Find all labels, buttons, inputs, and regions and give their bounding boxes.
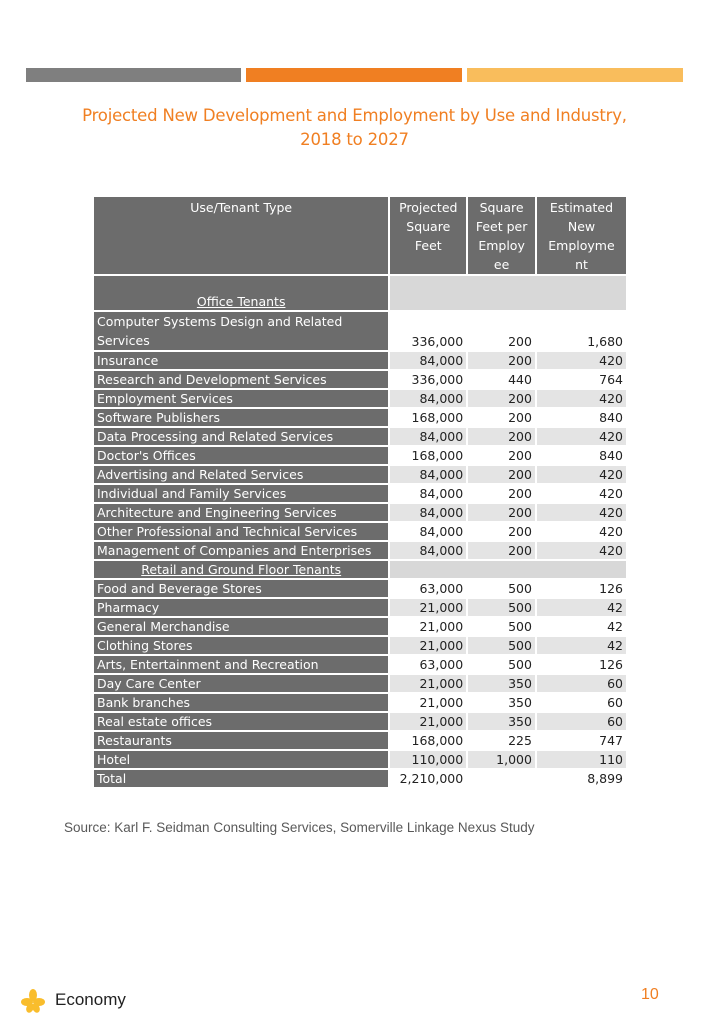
table-row <box>94 675 626 692</box>
row-label: Pharmacy <box>94 599 388 616</box>
row-sqft-per-employee: 200 <box>468 428 535 445</box>
row-estimated-employment: 420 <box>537 390 626 407</box>
row-sqft-per-employee: 350 <box>468 713 535 730</box>
table-row <box>94 485 626 502</box>
row-estimated-employment: 420 <box>537 466 626 483</box>
col-header-use-type: Use/Tenant Type <box>94 197 388 274</box>
row-estimated-employment: 42 <box>537 599 626 616</box>
row-projected-sqft: 21,000 <box>390 713 466 730</box>
row-label: Architecture and Engineering Services <box>94 504 388 521</box>
row-label: Data Processing and Related Services <box>94 428 388 445</box>
row-label: Day Care Center <box>94 675 388 692</box>
row-projected-sqft: 168,000 <box>390 409 466 426</box>
row-projected-sqft: 84,000 <box>390 504 466 521</box>
row-estimated-employment: 60 <box>537 675 626 692</box>
table-row <box>94 371 626 388</box>
table-row <box>94 409 626 426</box>
table-row <box>94 618 626 635</box>
row-sqft-per-employee: 500 <box>468 580 535 597</box>
section-row-office <box>94 276 626 310</box>
row-label: Research and Development Services <box>94 371 388 388</box>
row-sqft-per-employee: 1,000 <box>468 751 535 768</box>
table-row <box>94 466 626 483</box>
table-body <box>94 276 626 787</box>
row-estimated-employment: 1,680 <box>537 312 626 350</box>
row-sqft-per-employee: 350 <box>468 694 535 711</box>
row-label: Individual and Family Services <box>94 485 388 502</box>
row-sqft-per-employee: 200 <box>468 409 535 426</box>
row-projected-sqft: 84,000 <box>390 428 466 445</box>
row-sqft-per-employee: 440 <box>468 371 535 388</box>
table-row <box>94 390 626 407</box>
row-projected-sqft: 63,000 <box>390 580 466 597</box>
row-sqft-per-employee: 200 <box>468 504 535 521</box>
row-label: Real estate offices <box>94 713 388 730</box>
row-label: Insurance <box>94 352 388 369</box>
development-employment-table <box>92 195 628 789</box>
table-row <box>94 694 626 711</box>
row-projected-sqft: 84,000 <box>390 542 466 559</box>
col-header-sqft-per-employee: Square Feet per Employ ee <box>468 197 535 274</box>
row-estimated-employment: 60 <box>537 713 626 730</box>
table-row <box>94 312 626 350</box>
title-line-2: 2018 to 2027 <box>300 130 409 149</box>
row-label: Management of Companies and Enterprises <box>94 542 388 559</box>
row-sqft-per-employee: 200 <box>468 447 535 464</box>
row-projected-sqft: 21,000 <box>390 599 466 616</box>
page-number: 10 <box>641 986 659 1003</box>
table-row <box>94 447 626 464</box>
row-label: Bank branches <box>94 694 388 711</box>
table-row <box>94 580 626 597</box>
row-projected-sqft: 84,000 <box>390 485 466 502</box>
section-row-retail <box>94 561 626 578</box>
row-label: Hotel <box>94 751 388 768</box>
row-estimated-employment: 840 <box>537 409 626 426</box>
table-row <box>94 352 626 369</box>
row-label: Advertising and Related Services <box>94 466 388 483</box>
row-sqft-per-employee: 200 <box>468 352 535 369</box>
row-estimated-employment: 420 <box>537 542 626 559</box>
table-row <box>94 637 626 654</box>
table-row <box>94 599 626 616</box>
row-label: Software Publishers <box>94 409 388 426</box>
header-bar-orange <box>246 68 462 82</box>
row-projected-sqft: 168,000 <box>390 732 466 749</box>
section-label-office: Office Tenants <box>94 276 388 310</box>
row-projected-sqft: 2,210,000 <box>390 770 466 787</box>
row-estimated-employment: 126 <box>537 656 626 673</box>
table-header-row <box>94 197 626 274</box>
row-estimated-employment: 747 <box>537 732 626 749</box>
row-label: General Merchandise <box>94 618 388 635</box>
row-projected-sqft: 110,000 <box>390 751 466 768</box>
row-projected-sqft: 21,000 <box>390 637 466 654</box>
page-title <box>40 104 669 152</box>
row-estimated-employment: 60 <box>537 694 626 711</box>
row-projected-sqft: 84,000 <box>390 390 466 407</box>
row-sqft-per-employee <box>468 770 535 787</box>
row-label: Doctor's Offices <box>94 447 388 464</box>
row-sqft-per-employee: 200 <box>468 542 535 559</box>
row-projected-sqft: 84,000 <box>390 466 466 483</box>
row-label: Clothing Stores <box>94 637 388 654</box>
row-label: Computer Systems Design and Related Services <box>94 312 388 350</box>
row-sqft-per-employee: 200 <box>468 390 535 407</box>
row-sqft-per-employee: 200 <box>468 312 535 350</box>
row-sqft-per-employee: 350 <box>468 675 535 692</box>
row-projected-sqft: 84,000 <box>390 352 466 369</box>
row-projected-sqft: 336,000 <box>390 371 466 388</box>
table-row <box>94 751 626 768</box>
row-estimated-employment: 42 <box>537 618 626 635</box>
section-label-retail: Retail and Ground Floor Tenants <box>94 561 388 578</box>
row-projected-sqft: 21,000 <box>390 694 466 711</box>
table-row <box>94 732 626 749</box>
row-projected-sqft: 21,000 <box>390 618 466 635</box>
total-row <box>94 770 626 787</box>
row-estimated-employment: 42 <box>537 637 626 654</box>
row-projected-sqft: 168,000 <box>390 447 466 464</box>
title-line-1: Projected New Development and Employment by Use and Industry, <box>82 106 627 125</box>
table-row <box>94 542 626 559</box>
row-estimated-employment: 420 <box>537 504 626 521</box>
row-label: Food and Beverage Stores <box>94 580 388 597</box>
row-sqft-per-employee: 200 <box>468 485 535 502</box>
row-estimated-employment: 126 <box>537 580 626 597</box>
row-label: Restaurants <box>94 732 388 749</box>
row-estimated-employment: 420 <box>537 428 626 445</box>
table-row <box>94 713 626 730</box>
row-estimated-employment: 8,899 <box>537 770 626 787</box>
row-estimated-employment: 110 <box>537 751 626 768</box>
table-row <box>94 523 626 540</box>
row-sqft-per-employee: 500 <box>468 656 535 673</box>
table-row <box>94 428 626 445</box>
header-bar-gray <box>26 68 241 82</box>
row-estimated-employment: 420 <box>537 485 626 502</box>
row-projected-sqft: 84,000 <box>390 523 466 540</box>
row-sqft-per-employee: 500 <box>468 618 535 635</box>
row-label: Total <box>94 770 388 787</box>
row-sqft-per-employee: 225 <box>468 732 535 749</box>
flower-logo-icon <box>20 988 46 1014</box>
col-header-projected-sqft: Projected Square Feet <box>390 197 466 274</box>
row-estimated-employment: 420 <box>537 523 626 540</box>
row-label: Arts, Entertainment and Recreation <box>94 656 388 673</box>
row-sqft-per-employee: 500 <box>468 599 535 616</box>
row-sqft-per-employee: 500 <box>468 637 535 654</box>
row-label: Other Professional and Technical Services <box>94 523 388 540</box>
row-estimated-employment: 764 <box>537 371 626 388</box>
row-estimated-employment: 840 <box>537 447 626 464</box>
col-header-estimated-employment: Estimated New Employme nt <box>537 197 626 274</box>
footer-section-label: Economy <box>55 990 126 1009</box>
row-estimated-employment: 420 <box>537 352 626 369</box>
row-projected-sqft: 63,000 <box>390 656 466 673</box>
row-label: Employment Services <box>94 390 388 407</box>
row-projected-sqft: 21,000 <box>390 675 466 692</box>
header-bar-light-orange <box>467 68 683 82</box>
row-sqft-per-employee: 200 <box>468 466 535 483</box>
table-row <box>94 504 626 521</box>
source-note: Source: Karl F. Seidman Consulting Services, Somerville Linkage Nexus Study <box>64 820 535 835</box>
row-projected-sqft: 336,000 <box>390 312 466 350</box>
row-sqft-per-employee: 200 <box>468 523 535 540</box>
table-row <box>94 656 626 673</box>
